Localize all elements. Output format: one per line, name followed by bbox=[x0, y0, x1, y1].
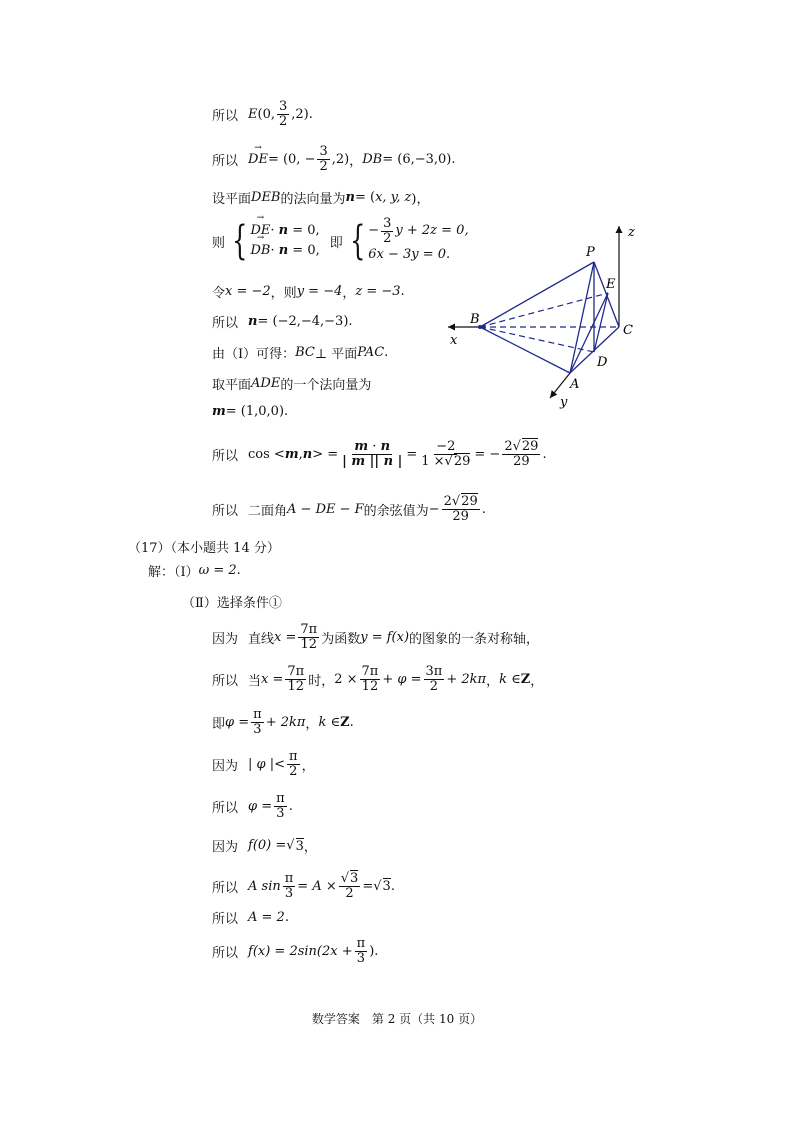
system-1 bbox=[227, 218, 320, 265]
line-bc-perp bbox=[212, 343, 388, 362]
text: = (−2,−4,−3) bbox=[257, 314, 349, 329]
line-n-value bbox=[212, 312, 353, 331]
text: = (6,−3,0) bbox=[382, 151, 452, 167]
text: 1 × bbox=[421, 453, 445, 469]
text: = − bbox=[474, 446, 501, 462]
line-f0: 因为 f(0) = √ 3 ， bbox=[212, 838, 317, 855]
text: 的图象的一条对称轴， bbox=[409, 631, 540, 647]
den: 12 bbox=[287, 678, 305, 694]
text: f(x) = 2sin(2x + bbox=[248, 943, 353, 959]
text: m bbox=[212, 404, 226, 419]
text: . bbox=[374, 943, 379, 959]
num: 3 bbox=[279, 99, 288, 114]
den: 2 bbox=[345, 885, 354, 901]
text: ， bbox=[305, 716, 319, 732]
text: 解：（Ⅰ） bbox=[148, 565, 199, 580]
label-p: P bbox=[586, 245, 595, 260]
text: . bbox=[288, 798, 293, 814]
text: ， bbox=[303, 840, 317, 855]
text: 因为 bbox=[212, 631, 239, 647]
text: 时， bbox=[308, 673, 335, 689]
text: ， bbox=[301, 758, 315, 774]
text: ,2) bbox=[331, 151, 350, 167]
text: ， bbox=[342, 286, 356, 301]
fraction bbox=[360, 665, 381, 693]
text: n bbox=[380, 439, 391, 454]
text: cos < bbox=[248, 446, 285, 462]
den: 12 bbox=[361, 678, 379, 694]
den: 2 bbox=[429, 678, 439, 694]
text: 取平面 bbox=[212, 378, 252, 393]
text: . bbox=[542, 446, 547, 462]
den: 2 bbox=[319, 158, 328, 174]
question-17-heading bbox=[128, 537, 280, 556]
line-system bbox=[212, 217, 469, 265]
fraction bbox=[381, 217, 393, 245]
fraction bbox=[339, 872, 361, 900]
den: 1 ×√29 bbox=[421, 453, 471, 469]
text: x = bbox=[274, 629, 297, 645]
line-point-e bbox=[212, 100, 313, 128]
text: n bbox=[248, 314, 258, 329]
den: | m || n | bbox=[342, 453, 403, 469]
den: 3 bbox=[253, 721, 262, 737]
brace: { bbox=[349, 218, 366, 265]
fraction bbox=[277, 100, 289, 128]
text: . bbox=[384, 345, 389, 360]
num: 7π bbox=[300, 622, 318, 637]
den: 2 bbox=[289, 763, 298, 779]
text: > = bbox=[312, 446, 339, 462]
text: + 2kπ bbox=[265, 714, 306, 730]
text: f(0) = bbox=[248, 838, 287, 853]
text: · bbox=[368, 439, 381, 454]
text: · bbox=[270, 243, 279, 259]
text: . bbox=[284, 404, 289, 419]
text: （17）（本小题共 14 分） bbox=[128, 541, 280, 556]
num: 3 bbox=[319, 144, 328, 159]
den: 29 bbox=[452, 508, 469, 524]
edge-bp bbox=[480, 262, 594, 327]
vector-db: DB bbox=[362, 151, 383, 167]
text: m bbox=[354, 439, 369, 454]
fraction bbox=[287, 750, 300, 778]
text: 所以 bbox=[212, 912, 239, 927]
pyramid-figure bbox=[440, 220, 660, 420]
text: ， bbox=[530, 673, 544, 689]
num bbox=[352, 440, 392, 455]
text: = (1,0,0) bbox=[225, 404, 285, 419]
fraction bbox=[419, 440, 472, 468]
fraction bbox=[424, 665, 445, 693]
line-normal-vector bbox=[212, 188, 429, 207]
vector-de: DE → bbox=[248, 152, 268, 167]
text: ,2) bbox=[291, 106, 309, 122]
text: | φ |< bbox=[248, 756, 286, 772]
text: n bbox=[278, 223, 289, 239]
text: . bbox=[390, 878, 395, 894]
den: 2 bbox=[383, 230, 392, 246]
text: , bbox=[298, 446, 303, 462]
text: 所以 bbox=[212, 945, 239, 961]
text: DB → bbox=[250, 241, 270, 261]
text: (0, bbox=[257, 106, 275, 122]
den: 29 bbox=[513, 453, 530, 469]
text: n bbox=[345, 190, 355, 205]
den: 3 bbox=[356, 950, 366, 966]
text: x = −2 bbox=[225, 284, 271, 299]
text: 所以 bbox=[212, 800, 239, 816]
fraction bbox=[340, 440, 404, 468]
text: 2 bbox=[504, 439, 513, 454]
num: π bbox=[284, 871, 294, 886]
fraction bbox=[274, 792, 287, 820]
den: 2 bbox=[279, 113, 288, 129]
text: z = −3 bbox=[355, 284, 401, 299]
text: . bbox=[349, 714, 354, 730]
label-d: D bbox=[597, 355, 608, 370]
den: 12 bbox=[300, 636, 318, 652]
line-vectors bbox=[212, 145, 456, 173]
fraction bbox=[442, 495, 480, 523]
text: k ∈ bbox=[499, 671, 521, 687]
brace: { bbox=[232, 218, 248, 265]
line-cosine bbox=[212, 440, 547, 468]
num: −2 bbox=[436, 439, 456, 454]
text: 29 bbox=[521, 439, 539, 454]
text: n bbox=[302, 446, 313, 462]
fraction bbox=[317, 145, 329, 173]
text: 当 bbox=[248, 673, 262, 689]
num: π bbox=[276, 791, 285, 806]
num: 7π bbox=[361, 664, 379, 679]
fraction bbox=[298, 623, 319, 651]
line-omega bbox=[148, 561, 241, 580]
text: . bbox=[481, 501, 486, 517]
text: 所以 bbox=[212, 448, 239, 464]
text: x = bbox=[261, 671, 284, 687]
text: . bbox=[236, 563, 241, 578]
text: 二面角 bbox=[248, 503, 288, 519]
label-x: x bbox=[450, 333, 458, 348]
num: 3 bbox=[383, 216, 392, 231]
text: = bbox=[362, 878, 374, 894]
text: = ( bbox=[354, 190, 376, 205]
label-z: z bbox=[628, 225, 635, 240]
text: 所以 bbox=[212, 316, 239, 331]
text: 则 bbox=[212, 235, 226, 251]
text: 即 bbox=[212, 716, 226, 732]
text: n bbox=[278, 243, 289, 259]
text: + φ = bbox=[382, 671, 422, 687]
fraction bbox=[502, 440, 540, 468]
text: 所以 bbox=[212, 880, 239, 896]
text: 2 bbox=[443, 494, 452, 509]
edge-pa bbox=[570, 262, 594, 373]
text: ) bbox=[369, 943, 375, 959]
text: = A × bbox=[297, 878, 337, 894]
num: π bbox=[253, 707, 262, 722]
text: 所以 bbox=[212, 673, 239, 689]
text: . bbox=[400, 284, 405, 299]
line-when-x bbox=[212, 665, 543, 693]
text: x, y, z bbox=[375, 190, 412, 205]
text: 3 bbox=[295, 838, 304, 854]
text: y = f(x) bbox=[360, 629, 410, 645]
text: . bbox=[284, 910, 289, 925]
text: E bbox=[248, 106, 258, 122]
fraction bbox=[285, 665, 306, 693]
text: k ∈ bbox=[318, 714, 341, 730]
text: ADE bbox=[251, 376, 281, 391]
text: 29 bbox=[453, 453, 471, 469]
num: 2√29 bbox=[443, 494, 478, 509]
text: 的一个法向量为 bbox=[280, 378, 372, 393]
page-footer: 数学答案 第 2 页（共 10 页） bbox=[311, 1012, 483, 1026]
text: 设平面 bbox=[212, 192, 252, 207]
text: ， bbox=[486, 673, 500, 689]
text: A = 2 bbox=[248, 910, 285, 925]
text: 的余弦值为 bbox=[363, 503, 429, 519]
line-phi-value bbox=[212, 792, 293, 820]
text: PAC bbox=[357, 345, 385, 360]
text: 为函数 bbox=[321, 631, 361, 647]
text: = 0, bbox=[288, 243, 320, 259]
text: 所以 bbox=[212, 108, 239, 124]
num: π bbox=[289, 749, 298, 764]
text: ω = 2 bbox=[198, 563, 237, 578]
text: m bbox=[284, 446, 299, 462]
num: √3 bbox=[340, 871, 359, 886]
text: φ = bbox=[248, 798, 273, 814]
rows bbox=[250, 221, 319, 261]
line-m-value bbox=[212, 404, 288, 419]
text: 令 bbox=[212, 286, 226, 301]
text: 由（Ⅰ）可得： bbox=[212, 347, 296, 362]
text: φ = bbox=[225, 714, 250, 730]
num: π bbox=[356, 936, 366, 951]
label-e: E bbox=[606, 277, 616, 292]
fraction bbox=[355, 937, 368, 965]
text: ，则 bbox=[270, 286, 297, 301]
text: 因为 bbox=[212, 758, 239, 774]
text: DEB bbox=[251, 190, 281, 205]
text: 29 bbox=[461, 494, 478, 509]
text: A sin bbox=[248, 878, 281, 894]
text: 3 bbox=[350, 871, 359, 886]
row bbox=[250, 241, 319, 261]
text: 所以 bbox=[212, 503, 239, 519]
text: . bbox=[451, 151, 456, 167]
text: BC bbox=[295, 345, 315, 360]
text: 因为 bbox=[212, 840, 239, 855]
text: ， bbox=[349, 153, 363, 169]
line-choose-condition bbox=[182, 592, 282, 611]
line-a-sin: 所以 A sin $\frac{\pi}{3}$ = A × $\frac{√3}{2}$ = √ 3 . bbox=[212, 871, 395, 901]
line-phi-bound bbox=[212, 750, 315, 778]
text: . bbox=[308, 106, 313, 122]
den: 3 bbox=[276, 805, 285, 821]
fraction bbox=[283, 872, 296, 900]
text: )， bbox=[411, 192, 430, 207]
text: 所以 bbox=[212, 153, 239, 169]
line-f-expression bbox=[212, 937, 378, 965]
text: y = −4 bbox=[296, 284, 343, 299]
label-b: B bbox=[470, 312, 480, 327]
text: Z bbox=[340, 714, 350, 730]
line-a-value bbox=[212, 908, 289, 927]
text: − bbox=[368, 223, 380, 239]
text: Z bbox=[520, 671, 531, 687]
text: 3 bbox=[382, 879, 391, 895]
text: DE → bbox=[250, 221, 270, 241]
text: y + 2z = 0, bbox=[395, 223, 469, 239]
line-dihedral bbox=[212, 495, 486, 523]
num: 3π bbox=[425, 664, 443, 679]
line-let-x bbox=[212, 282, 405, 301]
label-c: C bbox=[623, 323, 633, 338]
line-plane-ade bbox=[212, 374, 371, 393]
text: A − DE − F bbox=[287, 501, 364, 517]
edge-ba bbox=[480, 327, 570, 373]
text: = 0, bbox=[288, 223, 320, 239]
num: 7π bbox=[287, 664, 305, 679]
text: = bbox=[406, 446, 418, 462]
text: 的法向量为 bbox=[280, 192, 346, 207]
line-symmetry-axis bbox=[212, 623, 539, 651]
edge-be bbox=[480, 293, 608, 327]
row: 6x − 3y = 0. bbox=[368, 247, 451, 263]
text: （Ⅱ）选择条件① bbox=[182, 596, 282, 611]
text: ⊥ 平面 bbox=[314, 347, 358, 362]
line-phi-general bbox=[212, 708, 354, 736]
text: − bbox=[428, 501, 440, 517]
text: . bbox=[348, 314, 353, 329]
text: + 2kπ bbox=[446, 671, 487, 687]
text: · bbox=[270, 223, 279, 239]
label-a: A bbox=[570, 377, 580, 392]
text: 2 × bbox=[334, 671, 358, 687]
edge-pc bbox=[594, 262, 619, 327]
text: = (0, − bbox=[267, 151, 316, 167]
text: 即 bbox=[329, 235, 343, 251]
fraction bbox=[251, 708, 264, 736]
text: 直线 bbox=[248, 631, 275, 647]
num: 2√29 bbox=[504, 439, 539, 454]
label-y: y bbox=[560, 395, 568, 410]
den: 3 bbox=[284, 885, 294, 901]
